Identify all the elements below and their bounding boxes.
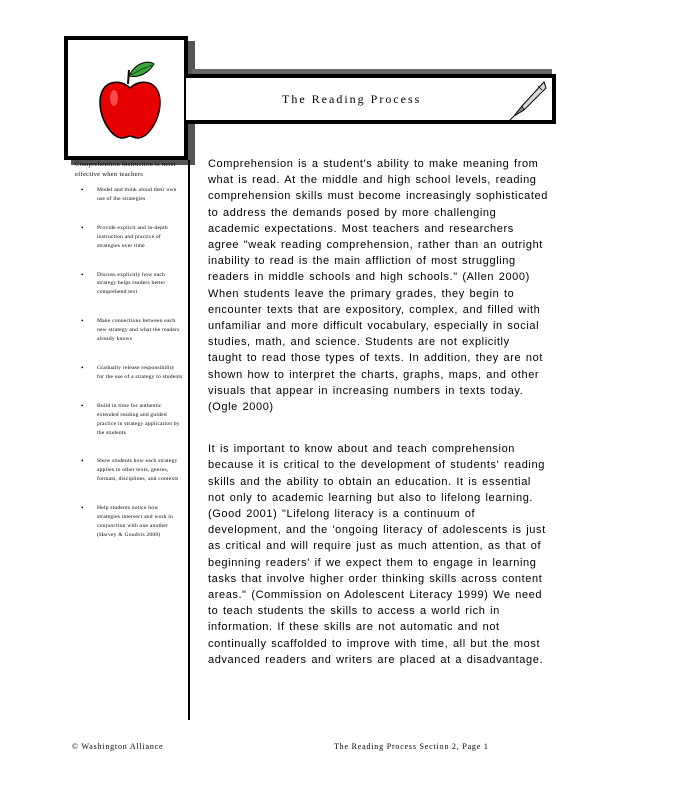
body-paragraph: It is important to know about and teach comprehension because it is critical to the development of students' reading skills and the ability to obtain an education. It is essential not only to academic learning but also to lifelong learning. (Good 2001) "Lifelong literacy is a continuum of development, and the 'ongoing literacy of adolescents is just as critical and will require just as much attention, as that of beginning readers' if we expect them to engage in learning tasks that involve higher order thinking skills across content areas." (Commission on Adolescent Literacy 1999) We need to teach students the skills to access a world rich in information. If these skills are not automatic and not continually scaffolded to improve with time, all but the most advanced readers and writers are placed at a disadvantage. [208,443,546,666]
bullet-icon: • [81,270,84,279]
sidebar-divider [188,160,190,720]
main-content [208,156,548,668]
bullet-icon: • [81,363,84,372]
bullet-icon: • [81,223,84,232]
sidebar-intro: Comprehension instruction is most effective when teachers [75,161,176,178]
pen-nib-icon [508,80,548,122]
footer-copyright: © Washington Alliance [72,742,164,751]
sidebar-item: • Discuss explicitly how each strategy helps readers better comprehend text [81,270,166,296]
page-title: The Reading Process [282,92,422,106]
sidebar-item: • Make connections between each new strategy and what the readers already knows [81,317,180,343]
bullet-icon: • [81,457,84,466]
sidebar-item: • Gradually release responsibility for the use of a strategy to students [81,363,183,380]
sidebar-item: • Build in time for authentic extended reading and guided practice in strategy application by the students [81,401,180,436]
footer-page-number: The Reading Process Section 2, Page 1 [334,742,489,751]
bullet-icon: • [81,504,84,513]
sidebar [75,160,183,560]
body-paragraph: Comprehension is a student's ability to make meaning from what is read. At the middle and high school levels, reading comprehension skills must become increasingly sophisticated to address the demands posed by more challenging academic expectations. Most teachers and researchers agree "weak reading comprehension, rather than an outright inability to read is the main affliction of most struggling readers in middle schools and high schools." (Allen 2000) When students leave the primary grades, they begin to encounter texts that are expository, complex, and filled with unfamiliar and more difficult vocabulary, especially in social studies, math, and science. Students are not explicitly taught to read those types of texts. In addition, they are not shown how to interpret the charts, graphs, maps, and other visuals that appear in increasing numbers in texts today. (Ogle 2000) [208,158,548,414]
logo-box [64,36,188,160]
title-banner [186,74,556,124]
sidebar-list [75,186,183,540]
apple-icon [98,54,162,146]
bullet-icon: • [81,317,84,326]
bullet-icon: • [81,186,84,194]
sidebar-item: • Provide explicit and in-depth instruction and practice of strategies over time [81,223,168,249]
sidebar-item: • Help students notice how strategies intersect and work in conjunction with one another (Harvey & Goudvis 2000) [81,504,173,538]
bullet-icon: • [81,401,84,410]
sidebar-item: • Model and think aloud their own use of the strategies [81,186,177,202]
sidebar-item: • Show students how each strategy applies to other texts, genres, formats, disciplines, and contexts [81,457,179,483]
